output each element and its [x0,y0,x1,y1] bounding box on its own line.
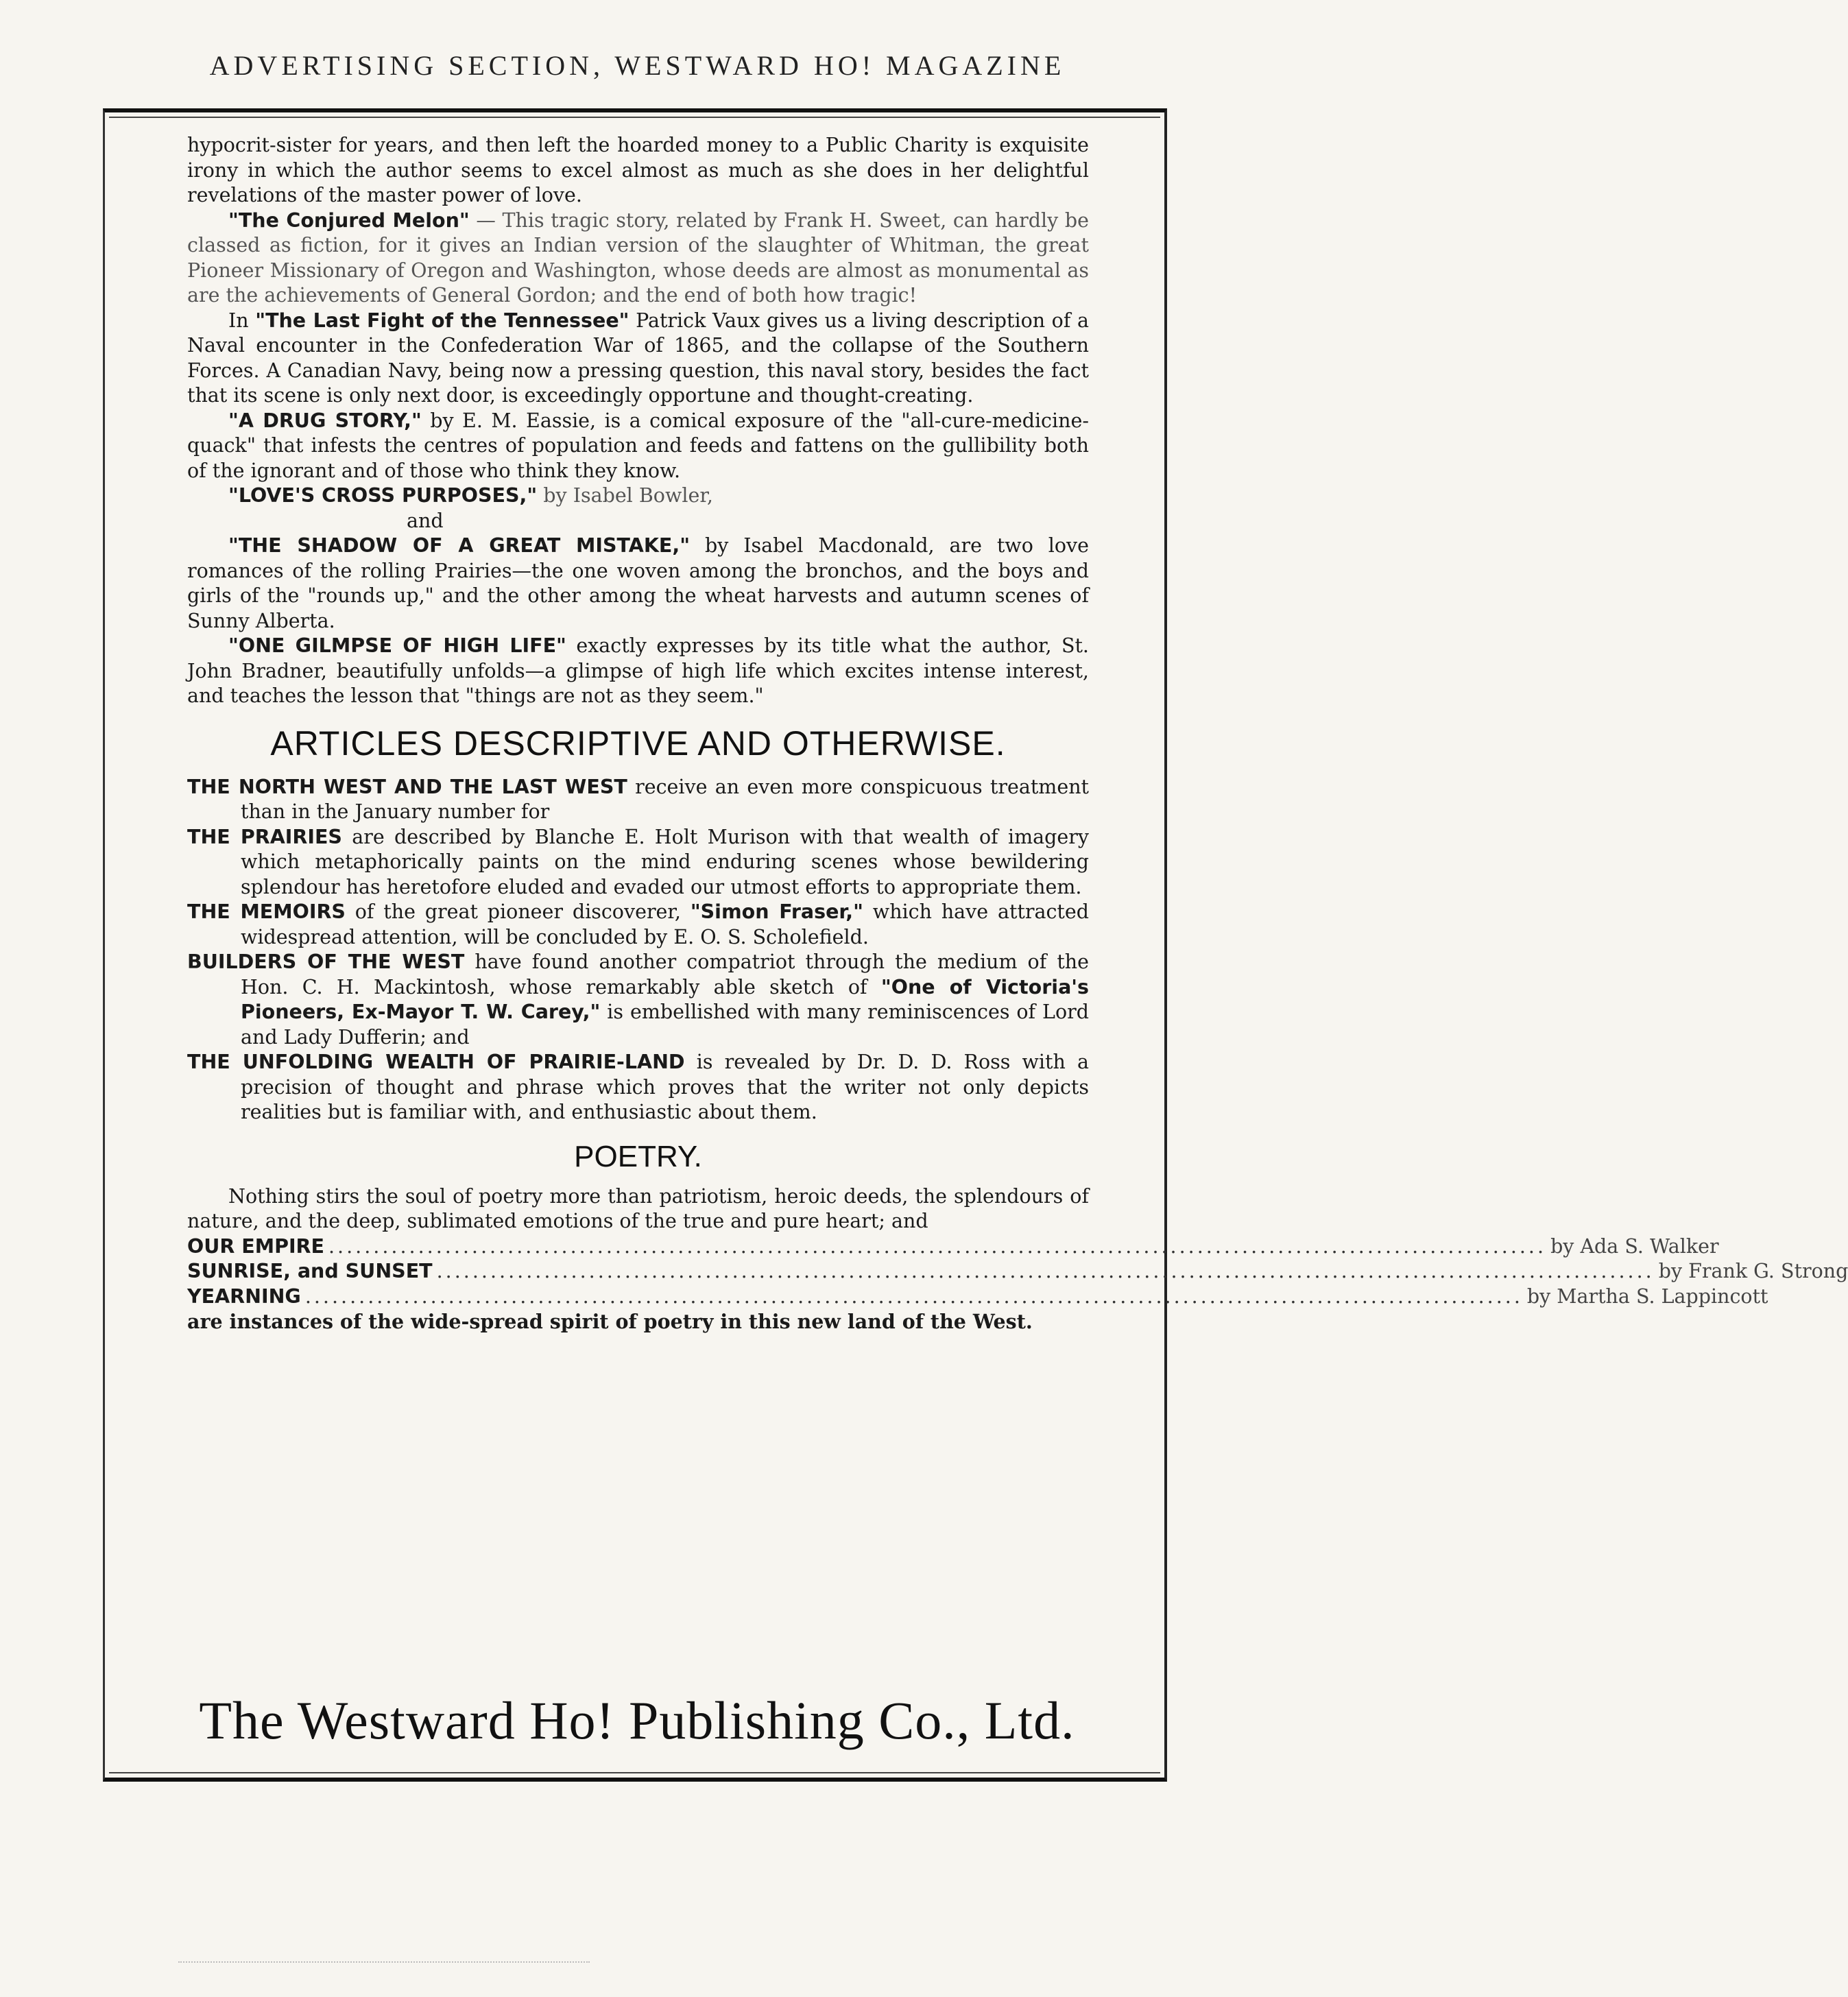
leader-dots: ........................................................................................................................................ [328,1234,1547,1258]
story-title: "The Last Fight of the Tennessee" [255,309,629,332]
poem-title: SUNRISE, and SUNSET [187,1260,433,1282]
and-connector: and [407,509,444,532]
story-title: "The Conjured Melon" [228,208,470,232]
article-title: THE NORTH WEST AND THE LAST WEST [187,775,627,798]
article-item [187,825,1089,900]
article-item [187,900,1089,950]
poem-title: OUR EMPIRE [187,1234,324,1258]
paragraph-text: — This tragic story, related by Frank H. Sweet, can hardly be classed as fiction, for it gives an Indian version of the slaughter of Whitman, the great Pioneer Missionary of Oregon and Washington, whose deeds are almost as monumental as are the achievements of General Gordon; and the end of both how tragic! [187,208,1090,307]
article-text: receive an even more conspicuous treatment than in the January number for [241,775,1089,823]
article-title: THE PRAIRIES [187,825,342,848]
article-highlight: "Simon Fraser," [690,900,863,923]
article-text: is revealed by Dr. D. D. Ross with a precision of thought and phrase which proves that the writer not only depicts realities but is familiar with, and enthusiastic about them. [241,1051,1089,1123]
fiction-paragraph-5 [187,483,1089,509]
running-header: ADVERTISING SECTION, WESTWARD HO! MAGAZINE [209,50,1066,81]
article-item [187,1050,1089,1125]
poem-entry [187,1284,1768,1310]
footer-marks [178,1961,590,1967]
story-title: "THE SHADOW OF A GREAT MISTAKE," [228,534,691,557]
article-text: is embellished with many reminiscences of Lord and Lady Dufferin; and [241,1001,1090,1049]
paragraph-text: by Isabel Macdonald, are two love romances of the rolling Prairies—the one woven among the bronchos, and the boys and girls of the "rounds up," and the other among the wheat harvests and autumn scenes of Sunny Alberta. [187,534,1089,632]
paragraph-text: hypocrit-sister for years, and then left the hoarded money to a Public Charity is exquisite irony in which the author seems to excel almost as much as she does in her delightful revelations of the master power of love. [187,134,1089,206]
article-highlight: "One of Victoria's Pioneers, Ex-Mayor T. W. Carey," [241,975,1089,1023]
paragraph-lead: In [228,309,256,332]
article-title: BUILDERS OF THE WEST [187,950,465,973]
leader-dots: ........................................................................................................................................ [436,1260,1655,1282]
article-item [187,950,1089,1050]
poem-author: by Martha S. Lappincott [1526,1284,1768,1308]
poem-author: by Frank G. Strong [1658,1260,1848,1282]
story-title: "ONE GILMPSE OF HIGH LIFE" [228,634,566,657]
article-title: THE MEMOIRS [187,900,346,923]
paragraph-text: Patrick Vaux gives us a living description of a Naval encounter in the Confederation War of 1865, and the collapse of the Southern Forces. A Canadian Navy, being now a pressing question, this naval story, besides the fact that its scene is only next door, is exceedingly opportune and thought-creating. [187,309,1089,407]
publisher-name: The Westward Ho! Publishing Co., Ltd. [199,1690,1075,1750]
leader-dots: ........................................................................................................................................ [304,1284,1523,1308]
poem-entry [187,1259,1848,1284]
paragraph-text: by Isabel Bowler, [537,484,713,507]
fiction-paragraph-6 [187,534,1089,634]
article-text: have found another compatriot through the medium of the Hon. C. H. Mackintosh, whose remarkably able sketch of [241,950,1089,998]
paragraph-text: exactly expresses by its title what the author, St. John Bradner, beautifully unfolds—a glimpse of high life which excites intense interest, and teaches the lesson that "things are not as they seem." [187,634,1089,707]
fiction-paragraph-4 [187,409,1089,484]
fiction-paragraph-3 [187,309,1089,409]
poetry-heading: POETRY. [574,1139,702,1173]
poem-title: YEARNING [187,1284,301,1308]
article-text: are described by Blanche E. Holt Murison with that wealth of imagery which metaphorically paints on the mind enduring scenes whose bewildering splendour has heretofore eluded and evaded our utmost efforts to appropriate them. [241,825,1089,898]
story-title: "LOVE'S CROSS PURPOSES," [228,484,538,507]
fiction-paragraph-2 [187,208,1089,309]
poem-author: by Ada S. Walker [1550,1234,1719,1258]
story-title: "A DRUG STORY," [228,409,422,432]
fiction-paragraph-1 [187,133,1089,208]
paragraph-text: by E. M. Eassie, is a comical exposure of the "all-cure-medicine-quack" that infests the centres of population and feeds and fattens on the gullibility both of the ignorant and of those who think they know. [187,409,1089,482]
poem-entry [187,1234,1719,1260]
advert-content [187,133,1848,1335]
article-text: of the great pioneer discoverer, [345,900,691,923]
advert-frame [103,108,1848,1782]
fiction-paragraph-7 [187,634,1089,709]
article-title: THE UNFOLDING WEALTH OF PRAIRIE-LAND [187,1051,685,1073]
poetry-outro: are instances of the wide-spread spirit of poetry in this new land of the West. [187,1310,1033,1333]
article-item [187,775,1089,825]
article-text: which have attracted widespread attention, will be concluded by E. O. S. Scholefield. [241,900,1089,948]
articles-heading: ARTICLES DESCRIPTIVE AND OTHERWISE. [270,724,1006,763]
poetry-intro: Nothing stirs the soul of poetry more than patriotism, heroic deeds, the splendours of nature, and the deep, sublimated emotions of the true and pure heart; and [187,1184,1089,1232]
